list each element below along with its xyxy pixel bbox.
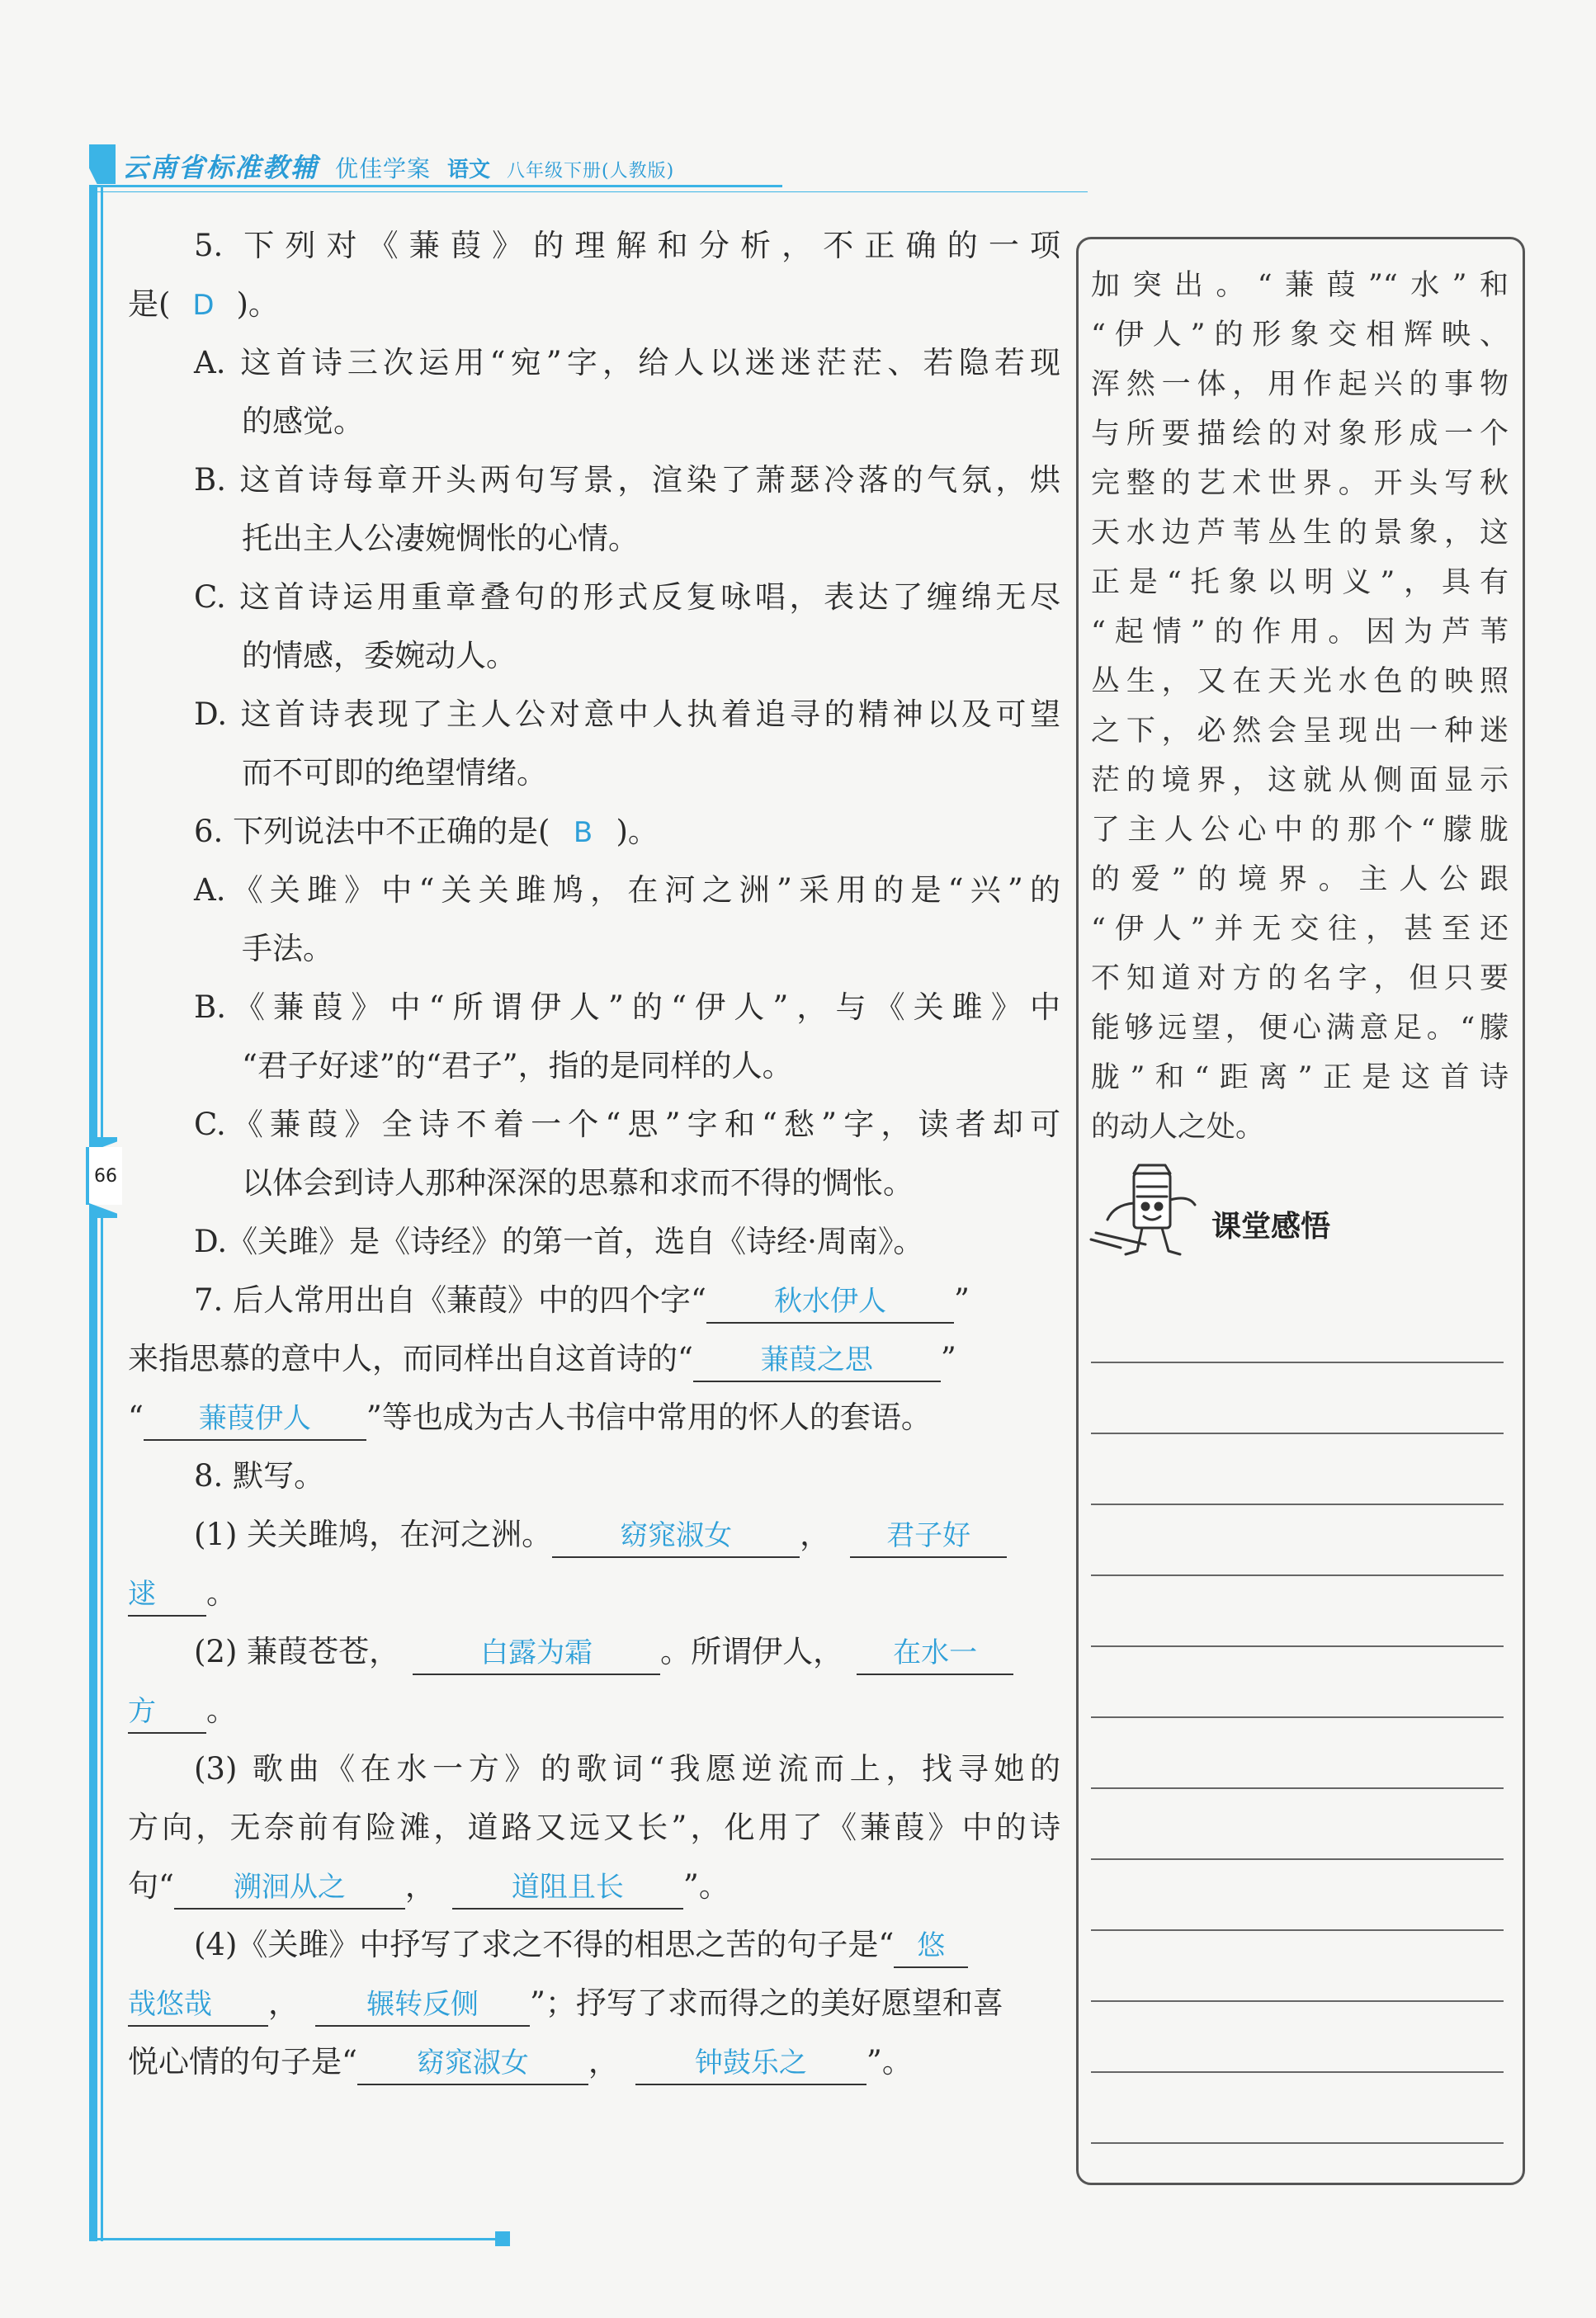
q7-line3-post: ”等也成为古人书信中常用的怀人的套语。 (366, 1400, 932, 1435)
q6-option-b-line1: B.《蒹葭》中“所谓伊人”的“伊人”，与《关雎》中 (194, 989, 1060, 1025)
q6-stem-pre: 6. 下列说法中不正确的是( (194, 814, 550, 849)
sidebar-line: 不知道对方的名字，但只要 (1091, 962, 1509, 995)
writing-line (1091, 2071, 1504, 2073)
sidebar-line: 能够远望，便心满意足。“朦 (1091, 1012, 1509, 1045)
left-spine-bar (89, 185, 97, 1142)
q8-s2-answer-1: 白露为霜 (413, 1632, 660, 1675)
q6-answer: B (573, 816, 593, 849)
header-subject: 语文 (447, 158, 491, 182)
q5-option-a-line1: A. 这首诗三次运用“宛”字，给人以迷迷茫茫、若隐若现 (194, 345, 1060, 380)
writing-line (1091, 2142, 1504, 2144)
page-header (122, 147, 674, 183)
sidebar-line: 加突出。“蒹葭”“水”和 (1091, 269, 1509, 302)
q6-option-a-line1: A.《关雎》中“关关雎鸠，在河之洲”采用的是“兴”的 (194, 872, 1060, 908)
q8-s4-answer-3: 窈窕淑女 (357, 2042, 588, 2085)
q8-s1-pre: (1) 关关雎鸠，在河之洲。 (194, 1517, 553, 1552)
header-rule (89, 185, 782, 187)
q5-answer: D (192, 289, 215, 322)
q8-s4-answer-2: 辗转反侧 (315, 1984, 530, 2027)
q6-option-b-line2: “君子好逑”的“君子”，指的是同样的人。 (242, 1048, 793, 1083)
q8-s3-pre: 句“ (128, 1868, 174, 1904)
sidebar-line: 的爱”的境界。主人公跟 (1091, 863, 1509, 896)
q7-line3 (128, 1388, 1060, 1447)
sidebar-line: “伊人”并无交往，甚至还 (1091, 913, 1509, 946)
header-series: 优佳学案 (335, 155, 432, 182)
q6-option-c-line2: 以体会到诗人那种深深的思慕和求而不得的惆怅。 (242, 1165, 914, 1201)
header-grade: 八年级下册(人教版) (507, 161, 675, 182)
q6-stem-post: )。 (616, 814, 659, 849)
sidebar-line: 完整的艺术世界。开头写秋 (1091, 467, 1509, 500)
q8-s1-end: 。 (206, 1575, 237, 1611)
sidebar-line: “伊人”的形象交相辉映、 (1091, 319, 1509, 352)
q8-s2-end: 。 (206, 1692, 237, 1728)
q8-s1-line2 (128, 1564, 1060, 1622)
q5-stem-post: )。 (236, 286, 279, 322)
q7-line1-pre: 7. 后人常用出自《蒹葭》中的四个字“ (194, 1282, 706, 1318)
sidebar-line: 浑然一体，用作起兴的事物 (1091, 368, 1509, 401)
q7-answer-3: 蒹葭伊人 (144, 1398, 366, 1441)
sidebar-line: 正是“托象以明义”，具有 (1091, 566, 1509, 599)
q6-option-c-line1: C.《蒹葭》全诗不着一个“思”字和“愁”字，读者却可 (194, 1107, 1060, 1142)
q7-line1-post: ” (953, 1282, 970, 1318)
q8-s2-answer-2b: 方 (128, 1691, 206, 1734)
q7-line2-post: ” (940, 1341, 956, 1376)
page-number: 66 (94, 1165, 117, 1187)
footer-rule (89, 2238, 502, 2240)
q8-s3-end: ”。 (682, 1868, 730, 1904)
q7-answer-1: 秋水伊人 (706, 1281, 954, 1324)
q5-option-c-line2: 的情感，委婉动人。 (242, 638, 517, 673)
q5-stem-pre: 是( (128, 286, 171, 322)
q8-s4-line3 (128, 2032, 1060, 2091)
q5-option-d-line2: 而不可即的绝望情绪。 (242, 755, 547, 791)
writing-line (1091, 1504, 1504, 1505)
q7-line1 (128, 1271, 1060, 1329)
q8-s3-line1: (3) 歌曲《在水一方》的歌词“我愿逆流而上，找寻她的 (194, 1751, 1060, 1787)
header-tab-decoration (89, 144, 116, 184)
header-brand: 云南省标准教辅 (122, 152, 319, 183)
q8-s1-line1 (128, 1505, 1060, 1564)
q8-s4-mid2: ， (588, 2044, 619, 2080)
page-number-box (86, 1147, 122, 1205)
writing-line (1091, 1362, 1504, 1363)
q8-title: 8. 默写。 (194, 1458, 325, 1494)
sidebar-line: 之下，必然会呈现出一种迷 (1091, 715, 1509, 748)
q6-stem (128, 802, 1060, 861)
q6-option-d: D.《关雎》是《诗经》的第一首，选自《诗经·周南》。 (194, 1224, 924, 1259)
sidebar-line: 天水边芦苇丛生的景象，这 (1091, 517, 1509, 550)
q5-option-a-line2: 的感觉。 (242, 404, 364, 439)
q8-s4-line2 (128, 1974, 1060, 2032)
q8-s2-pre: (2) 蒹葭苍苍， (194, 1634, 400, 1669)
q8-s1-answer-2a: 君子好 (850, 1515, 1007, 1558)
writing-line (1091, 1433, 1504, 1434)
q8-s3-answer-2: 道阻且长 (452, 1867, 683, 1910)
q5-option-b-line1: B. 这首诗每章开头两句写景，渲染了萧瑟冷落的气氛，烘 (194, 462, 1060, 498)
q8-s2-line1 (128, 1622, 1060, 1681)
page-number-notch-bottom (89, 1203, 117, 1218)
q8-s4-line1 (128, 1915, 1060, 1974)
writing-line (1091, 1574, 1504, 1576)
writing-line (1091, 2000, 1504, 2002)
classroom-insight-title: 课堂感悟 (1211, 1210, 1331, 1244)
q8-s4-line3-pre: 悦心情的句子是“ (128, 2044, 357, 2080)
writing-line (1091, 1929, 1504, 1931)
q6-option-a-line2: 手法。 (242, 931, 333, 966)
q7-line2 (128, 1329, 1060, 1388)
left-spine-thin (101, 185, 103, 1142)
writing-line (1091, 1787, 1504, 1789)
q5-option-c-line1: C. 这首诗运用重章叠句的形式反复咏唱，表达了缠绵无尽 (194, 579, 1060, 615)
q8-s4-pre: (4)《关雎》中抒写了求之不得的相思之苦的句子是“ (194, 1927, 895, 1962)
q5-stem-line1: 5. 下列对《蒹葭》的理解和分析，不正确的一项 (194, 228, 1060, 263)
left-spine-thin-lower (101, 1218, 103, 2241)
questions-column (128, 216, 1060, 2091)
q8-s1-mid: ， (800, 1517, 831, 1552)
q8-s3-line2: 方向，无奈前有险滩，道路又远又长”，化用了《蒹葭》中的诗 (128, 1810, 1060, 1845)
writing-line (1091, 1645, 1504, 1647)
q8-s4-answer-1a: 悠 (894, 1925, 968, 1968)
left-spine-bar-lower (89, 1218, 97, 2241)
q5-stem-line2 (128, 275, 1060, 333)
header-rule-thin (89, 191, 1088, 192)
sidebar-line: “起情”的作用。因为芦苇 (1091, 616, 1509, 649)
q7-line3-pre: “ (128, 1400, 144, 1435)
writing-line (1091, 1858, 1504, 1860)
footer-square (495, 2231, 510, 2246)
q5-option-b-line2: 托出主人公凄婉惆怅的心情。 (242, 521, 639, 556)
q8-s1-answer-1: 窈窕淑女 (552, 1515, 800, 1558)
sidebar-line: 的动人之处。 (1091, 1111, 1265, 1144)
q7-line2-pre: 来指思慕的意中人，而同样出自这首诗的“ (128, 1341, 693, 1376)
writing-line (1091, 1716, 1504, 1718)
q8-s3-mid: ， (404, 1868, 436, 1904)
q8-s2-mid: 。所谓伊人， (660, 1634, 844, 1669)
q8-s3-line3 (128, 1857, 1060, 1915)
sidebar-line: 胧”和“距离”正是这首诗 (1091, 1061, 1509, 1094)
q8-s4-answer-4: 钟鼓乐之 (635, 2042, 866, 2085)
sidebar-line: 了主人公心中的那个“朦胧 (1091, 814, 1509, 847)
sidebar-line: 与所要描绘的对象形成一个 (1091, 418, 1509, 451)
q8-s4-mid1: ， (268, 1985, 299, 2021)
sidebar-line: 茫的境界，这就从侧面显示 (1091, 764, 1509, 797)
q7-answer-2: 蒹葭之思 (693, 1339, 941, 1382)
q8-s4-line2-post: ”；抒写了求而得之的美好愿望和喜 (530, 1985, 1003, 2021)
q5-option-d-line1: D. 这首诗表现了主人公对意中人执着追寻的精神以及可望 (194, 696, 1060, 732)
q8-s1-answer-2b: 逑 (128, 1574, 206, 1617)
q8-s2-line2 (128, 1681, 1060, 1740)
q8-s4-answer-1b: 哉悠哉 (128, 1984, 268, 2027)
sidebar-line: 丛生，又在天光水色的映照 (1091, 665, 1509, 698)
sidebar-analysis-text (1091, 261, 1509, 1152)
q8-s3-answer-1: 溯洄从之 (174, 1867, 405, 1910)
q8-s4-end: ”。 (866, 2044, 913, 2080)
q8-s2-answer-2a: 在水一 (857, 1632, 1013, 1675)
